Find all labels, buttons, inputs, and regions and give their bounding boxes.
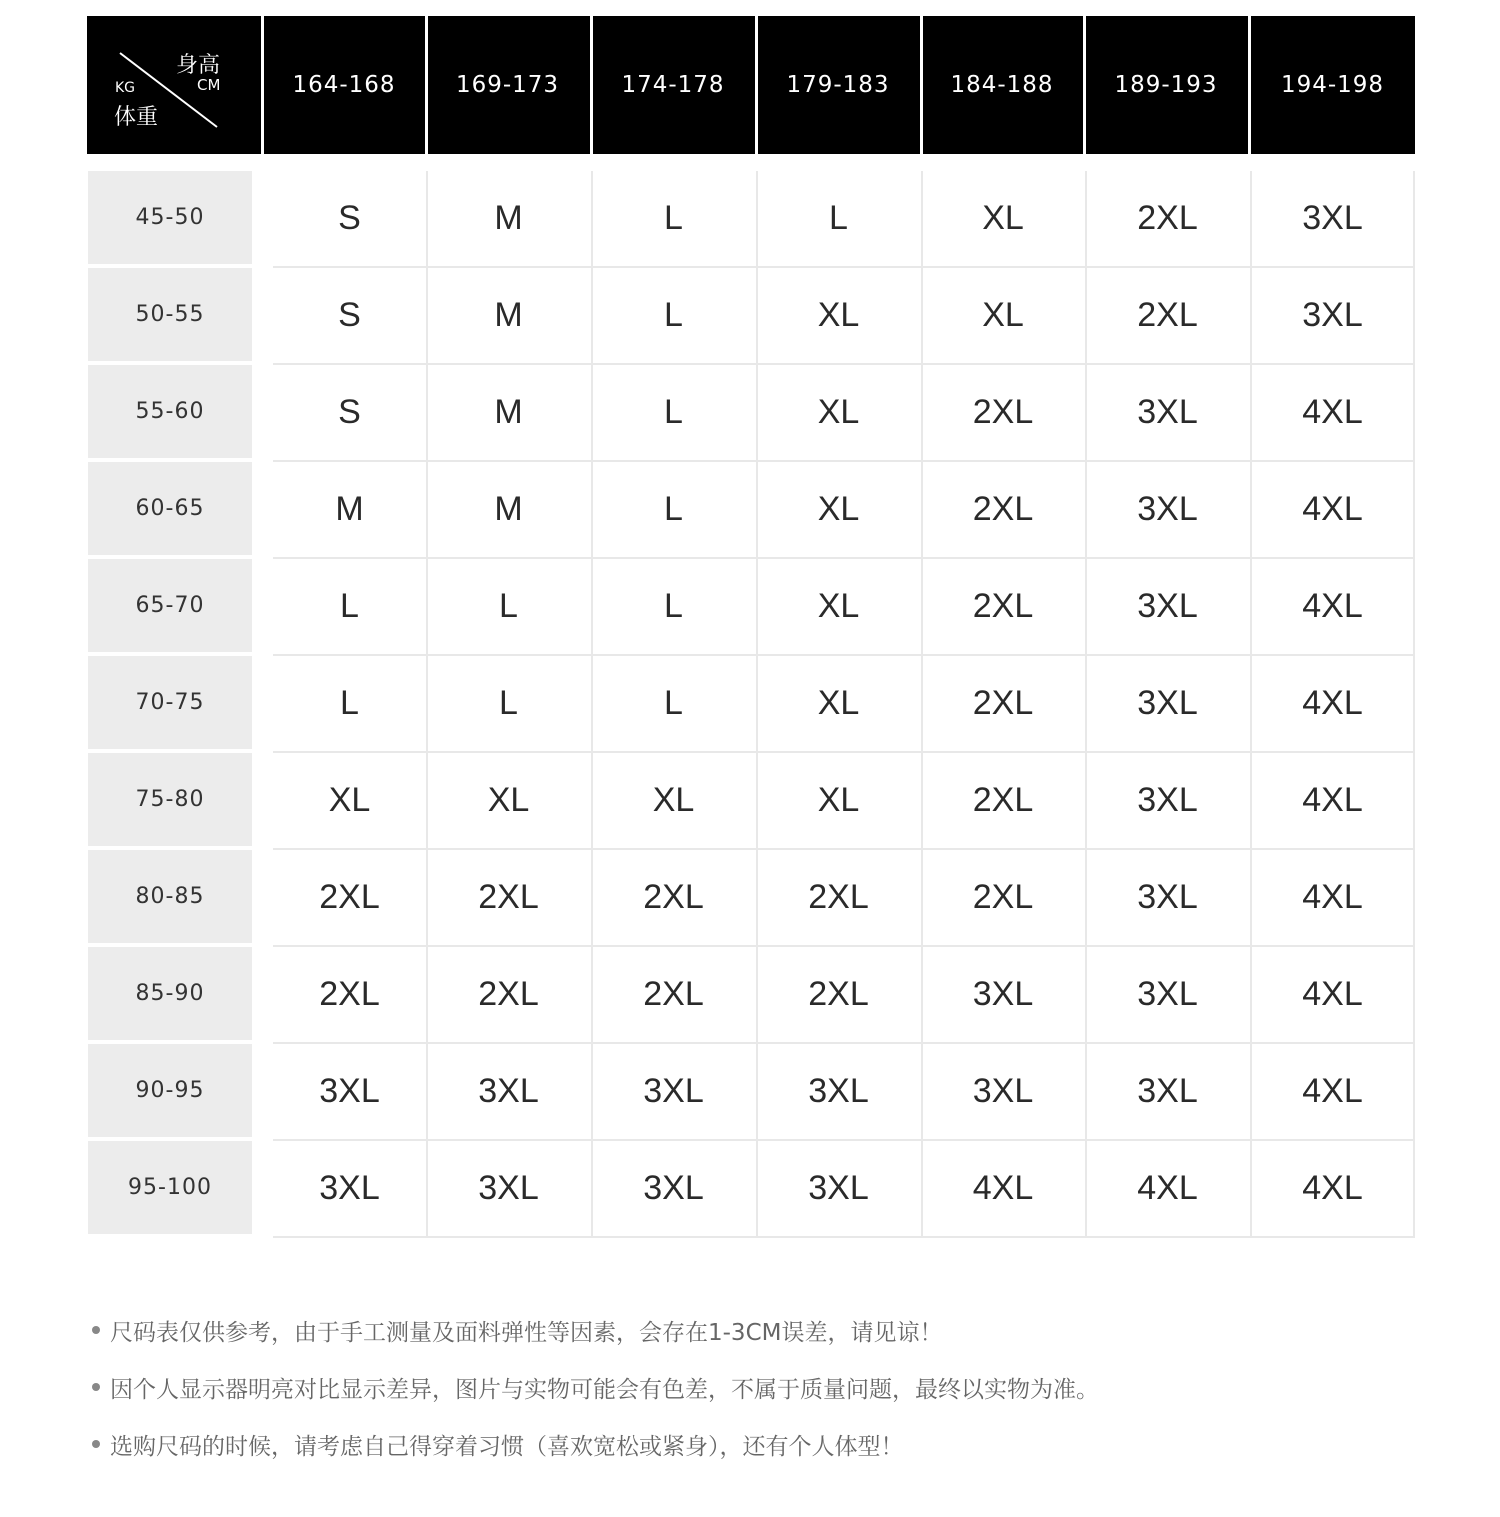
size-cell: M [494,393,523,431]
note-text: 因个人显示器明亮对比显示差异，图片与实物可能会有色差，不属于质量问题，最终以实物为准。 [110,1376,1099,1403]
size-cell: XL [817,296,860,334]
weight-row-label: 55-60 [88,365,252,458]
weight-label: 体重 [114,105,159,130]
size-cell: 3XL [478,1072,539,1110]
size-cell: 3XL [1137,781,1198,819]
height-column-header: 184-188 [950,72,1054,98]
size-cell: 2XL [478,975,539,1013]
size-cell: XL [328,781,371,819]
weight-row-label: 45-50 [88,171,252,264]
size-cell: L [664,684,683,722]
size-cell: XL [817,781,860,819]
size-cell: 3XL [1137,490,1198,528]
row-divider [273,1236,1415,1238]
size-cell: L [664,393,683,431]
size-cell: L [664,296,683,334]
size-cell: 4XL [972,1169,1034,1207]
size-cell: 3XL [1137,975,1198,1013]
size-cell: 2XL [972,781,1034,819]
size-cell: 3XL [972,1072,1034,1110]
size-cell: L [340,684,359,722]
size-cell: 2XL [643,878,704,916]
size-cell: 2XL [972,587,1034,625]
size-cell: XL [817,490,860,528]
size-cell: M [494,199,523,237]
weight-row-label: 50-55 [88,268,252,361]
size-cell: L [829,199,848,237]
size-cell: 3XL [478,1169,539,1207]
size-cell: 2XL [319,975,380,1013]
size-cell: 2XL [972,393,1034,431]
size-cell: 3XL [808,1072,869,1110]
height-unit: CM [197,76,221,94]
size-cell: 3XL [1137,587,1198,625]
size-cell: 2XL [319,878,380,916]
size-cell: XL [982,199,1024,237]
size-cell: 3XL [1137,393,1198,431]
weight-row-label: 60-65 [88,462,252,555]
note-item [88,1310,942,1350]
bullet-icon [92,1440,100,1448]
size-chart-header [87,16,1415,154]
note-text: 选购尺码的时候，请考虑自己得穿着习惯（喜欢宽松或紧身），还有个人体型！ [110,1433,904,1460]
weight-row-label: 75-80 [88,753,252,846]
size-cell: 2XL [478,878,539,916]
size-cell: 4XL [1302,878,1363,916]
size-cell: XL [817,587,860,625]
height-column-header: 189-193 [1114,72,1218,98]
size-cell: XL [982,296,1024,334]
size-cell: M [335,490,364,528]
size-cell: 2XL [972,684,1034,722]
size-cell: 3XL [643,1072,704,1110]
size-cell: L [664,587,683,625]
weight-row-label: 65-70 [88,559,252,652]
size-cell: M [494,296,523,334]
weight-row-label: 85-90 [88,947,252,1040]
size-cell: L [340,587,359,625]
size-cell: 3XL [643,1169,704,1207]
height-column-header: 174-178 [621,72,725,98]
weight-row-label: 95-100 [88,1141,252,1234]
corner-header-cell [87,16,262,154]
bullet-icon [92,1326,100,1334]
size-cell: S [338,199,361,237]
size-cell: 3XL [319,1072,380,1110]
size-cell: S [338,296,361,334]
size-cell: 2XL [1137,296,1198,334]
size-cell: XL [817,393,860,431]
size-cell: 3XL [1137,684,1198,722]
height-column-header: 194-198 [1280,72,1385,98]
height-column-header: 179-183 [786,72,890,98]
height-label: 身高 [176,53,221,78]
size-cell: L [499,587,518,625]
size-cell: 2XL [1137,199,1198,237]
size-cell: 4XL [1302,393,1363,431]
bullet-icon [92,1383,100,1391]
size-cell: 3XL [1302,296,1363,334]
height-column-header: 164-168 [292,72,396,98]
size-cell: 4XL [1302,490,1363,528]
weight-row-label: 80-85 [88,850,252,943]
size-cell: 4XL [1302,975,1363,1013]
weight-row-label: 70-75 [88,656,252,749]
size-cell: 3XL [972,975,1034,1013]
size-cell: 2XL [972,878,1034,916]
size-cell: 2XL [643,975,704,1013]
weight-unit: KG [115,80,136,96]
size-cell: 4XL [1302,1169,1363,1207]
size-grid [273,171,1415,1237]
size-cell: 2XL [808,878,869,916]
size-cell: 3XL [1137,1072,1198,1110]
size-cell: L [664,490,683,528]
note-text: 尺码表仅供参考，由于手工测量及面料弹性等因素，会存在1-3CM误差，请见谅！ [110,1319,943,1346]
size-cell: M [494,490,523,528]
height-column-header: 169-173 [455,72,560,98]
size-cell: 4XL [1302,1072,1363,1110]
size-cell: L [499,684,518,722]
size-cell: XL [487,781,530,819]
size-cell: 4XL [1137,1169,1198,1207]
size-cell: XL [817,684,860,722]
size-cell: L [664,199,683,237]
size-cell: 4XL [1302,684,1363,722]
size-cell: S [338,393,361,431]
size-cell: XL [652,781,695,819]
size-cell: 4XL [1302,587,1363,625]
size-cell: 3XL [1137,878,1198,916]
size-cell: 4XL [1302,781,1363,819]
size-cell: 3XL [1302,199,1363,237]
note-item [88,1367,1099,1407]
weight-row-label: 90-95 [88,1044,252,1137]
size-cell: 3XL [808,1169,869,1207]
size-cell: 2XL [972,490,1034,528]
size-cell: 3XL [319,1169,380,1207]
size-cell: 2XL [808,975,869,1013]
diagonal-divider [87,16,262,154]
note-item [88,1424,904,1464]
